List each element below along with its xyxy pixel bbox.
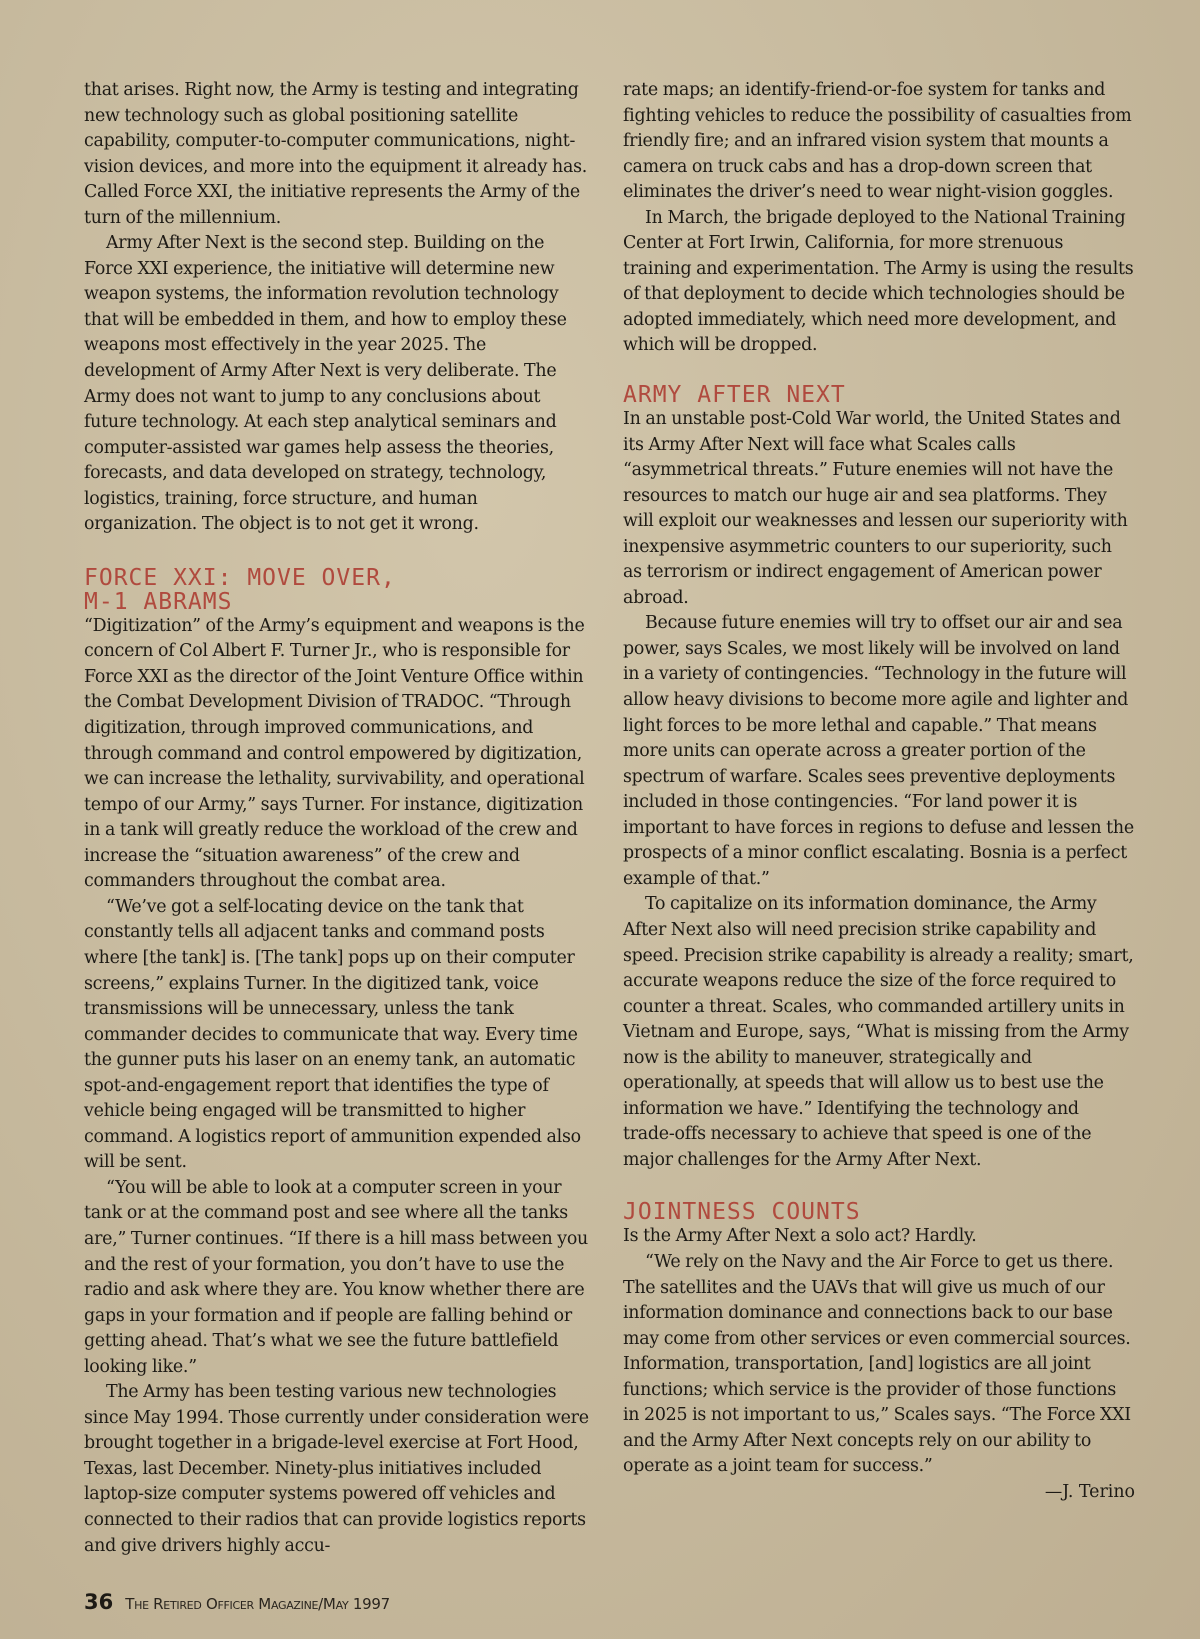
body-paragraph: rate maps; an identify-friend-or-foe system for tanks and fighting vehicles to reduce the possibility of casualties from friendly fire; and an infrared vision system that mounts a camera on truck cabs and has a drop-down screen that eliminates the driver’s need to wear night-vision goggles. (623, 80, 1132, 203)
page-number: 36 (84, 1590, 114, 1614)
body-paragraph: Is the Army After Next a solo act? Hardly. (623, 1226, 977, 1247)
body-paragraph: Army After Next is the second step. Building on the Force XXI experience, the initiative will determine new weapon systems, the information revolution technology that will be embedded in them, and how to employ these weapons most effectively in the year 2025. The development of Army After Next is very deliberate. The Army does not want to jump to any conclusions about future technology. At each step analytical seminars and computer-assisted war games help assess the theories, forecasts, and data developed on strategy, technology, logistics, training, force structure, and human organization. The object is to not get it wrong. (84, 233, 567, 535)
section-heading-jointness-counts: JOINTNESS COUNTS (623, 1199, 861, 1226)
heading-line: M-1 ABRAMS (84, 588, 233, 615)
body-paragraph: “We rely on the Navy and the Air Force to get us there. The satellites and the UAVs that will give us much of our information dominance and connections back to our base may come from other services or even commercial sources. Information, transportation, [and] logistics are all joint functions; which service is the provider of those functions in 2025 is not important to us,” Scales says. “The Force XXI and the Army After Next concepts rely on our ability to operate as a joint team for success.” (623, 1251, 1131, 1477)
body-paragraph: “Digitization” of the Army’s equipment and weapons is the concern of Col Albert F. Turner Jr., who is responsible for Force XXI as the director of the Joint Venture Office within the Combat Development Division of TRADOC. “Through digitization, through improved communications, and through command and control empowered by digitization, we can increase the lethality, survivability, and operational tempo of our Army,” says Turner. For instance, digitization in a tank will greatly reduce the workload of the crew and increase the “situation awareness” of the crew and commanders throughout the combat area. (84, 615, 585, 892)
body-paragraph: To capitalize on its information dominance, the Army After Next also will need precision strike capability and speed. Precision strike capability is already a reality; smart, accurate weapons reduce the size of the force required to counter a threat. Scales, who commanded artillery units in Vietnam and Europe, says, “What is missing from the Army now is the ability to maneuver, strategically and operationally, at speeds that will allow us to best use the information we have.” Identifying the technology and trade-offs necessary to achieve that speed is one of the major challenges for the Army After Next. (623, 894, 1134, 1170)
running-title: The Retired Officer Magazine/May 1997 (125, 1595, 390, 1613)
body-paragraph: Because future enemies will try to offset our air and sea power, says Scales, we most likely will be involved on land in a variety of contingencies. “Technology in the future will allow heavy divisions to become more agile and lighter and light forces to be more lethal and capable.” That means more units can operate across a greater portion of the spectrum of warfare. Scales sees preventive deployments included in those contingencies. “For land power it is important to have forces in regions to defuse and lessen the prospects of a minor conflict escalating. Bosnia is a perfect example of that.” (623, 613, 1134, 889)
section-heading-army-after-next: ARMY AFTER NEXT (623, 382, 846, 409)
section-heading-force-xxi (84, 566, 594, 614)
body-paragraph: “You will be able to look at a computer screen in your tank or at the command post and see where all the tanks are,” Turner continues. “If there is a hill mass between you and the rest of your formation, you don’t have to use the radio and ask where they are. You know whether there are gaps in your formation and if people are falling behind or getting ahead. That’s what we see the future battlefield looking like.” (84, 1177, 589, 1377)
body-paragraph: In March, the brigade deployed to the National Training Center at Fort Irwin, California, for more strenuous training and experimentation. The Army is using the results of that deployment to decide which technologies should be adopted immediately, which need more development, and which will be dropped. (623, 207, 1134, 356)
heading-line: FORCE XXI: MOVE OVER, (84, 564, 396, 591)
body-paragraph: The Army has been testing various new technologies since May 1994. Those currently under consideration were brought together in a brigade-level exercise at Fort Hood, Texas, last December. Ninety-plus initiatives included laptop-size computer systems powered off vehicles and connected to their radios that can provide logistics reports and give drivers highly accu- (84, 1382, 589, 1556)
body-paragraph: In an unstable post-Cold War world, the United States and its Army After Next will face what Scales calls “asymmetrical threats.” Future enemies will not have the resources to match our huge air and sea platforms. They will exploit our weaknesses and lessen our superiority with inexpensive asymmetric counters to our superiority, such as terrorism or indirect engagement of American power abroad. (623, 409, 1128, 608)
right-column (623, 78, 1135, 1505)
body-paragraph: “We’ve got a self-locating device on the tank that constantly tells all adjacent tanks and command posts where [the tank] is. [The tank] pops up on their computer screens,” explains Turner. In the digitized tank, voice transmissions will be unnecessary, unless the tank commander decides to communicate that way. Every time the gunner puts his laser on an enemy tank, an automatic spot-and-engagement report that identifies the type of vehicle being engaged will be transmitted to higher command. A logistics report of ammunition expended also will be sent. (84, 896, 581, 1173)
author-signature: —J. Terino (1044, 1481, 1135, 1502)
left-column (84, 78, 594, 1559)
body-paragraph: that arises. Right now, the Army is testing and integrating new technology such as global positioning satellite capability, computer-to-computer communications, night-vision devices, and more into the equipment it already has. Called Force XXI, the initiative represents the Army of the turn of the millennium. (84, 80, 588, 228)
page-footer (84, 1590, 390, 1616)
